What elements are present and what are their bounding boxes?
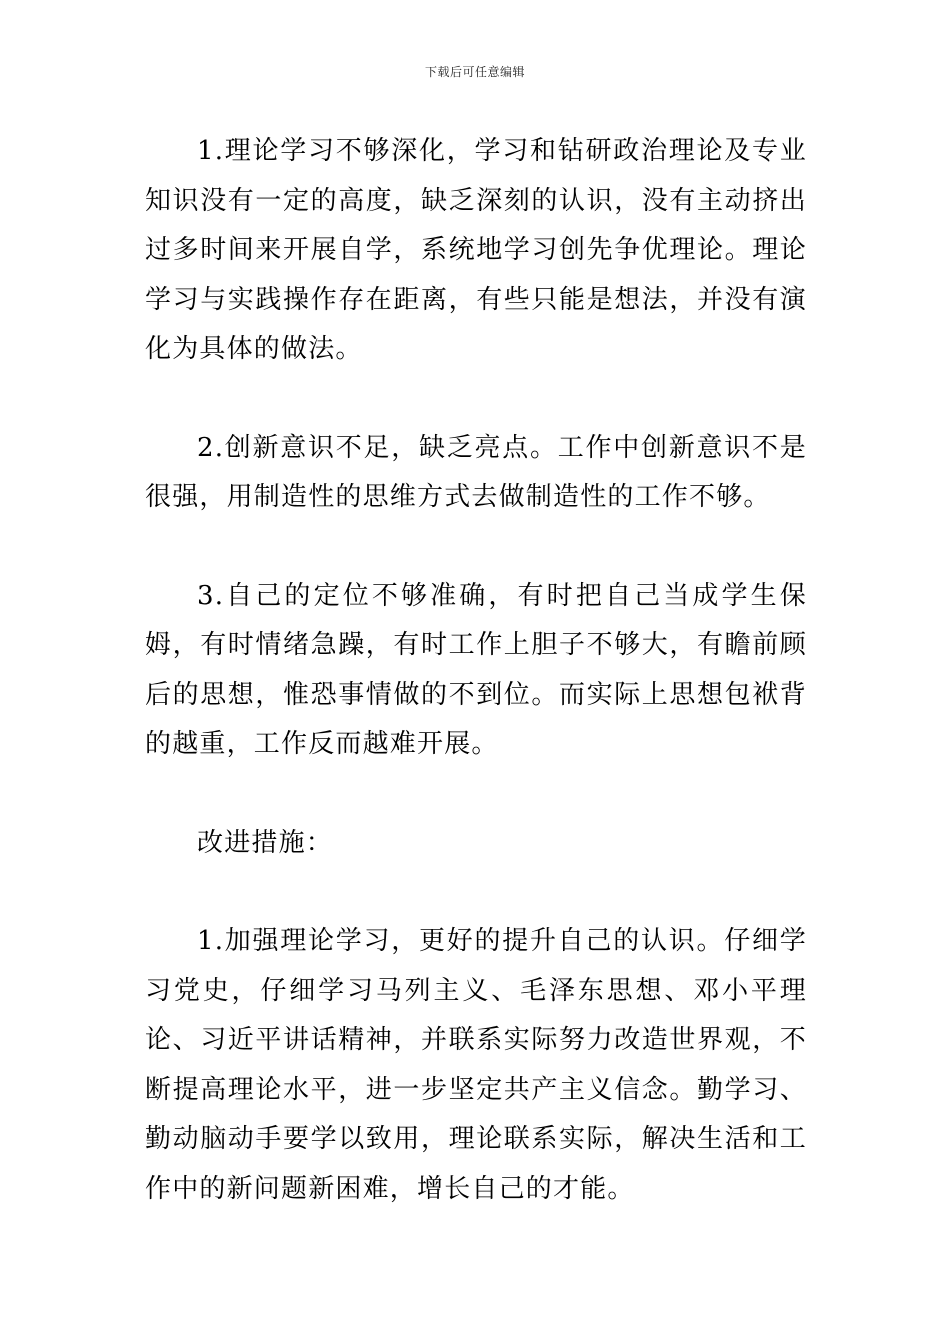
section-heading-improvement: 改进措施： [197, 827, 334, 858]
page-header: 下载后可任意编辑 [424, 65, 525, 79]
paragraph-problem-3: 3.自己的定位不够准确，有时把自己当成学生保姆，有时情绪急躁，有时工作上胆子不够大，有瞻前顾后的思想，惟恐事情做的不到位。而实际上思想包袱背的越重，工作反而越难开展。 [145, 580, 807, 759]
paragraph-measure-1: 1.加强理论学习，更好的提升自己的认识。仔细学习党史，仔细学习马列主义、毛泽东思想、邓小平理论、习近平讲话精神，并联系实际努力改造世界观，不断提高理论水平，进一步坚定共产主义信念。勤学习、勤动脑动手要学以致用，理论联系实际，解决生活和工作中的新问题新困难，增长自己的才能。 [145, 926, 807, 1204]
paragraph-problem-2: 2.创新意识不足，缺乏亮点。工作中创新意识不是很强，用制造性的思维方式去做制造性的工作不够。 [145, 432, 807, 512]
paragraph-problem-1: 1.理论学习不够深化，学习和钻研政治理论及专业知识没有一定的高度，缺乏深刻的认识，没有主动挤出过多时间来开展自学，系统地学习创先争优理论。理论学习与实践操作存在距离，有些只能是想法，并没有演化为具体的做法。 [145, 136, 807, 364]
document-body [145, 127, 807, 1214]
